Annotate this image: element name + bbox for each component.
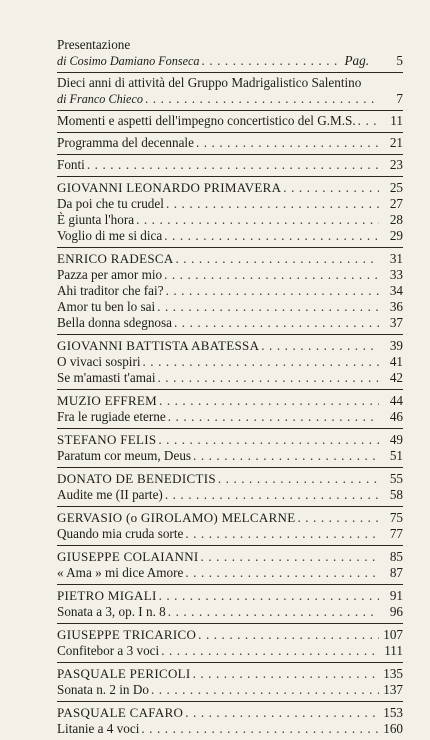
dot-leader	[165, 487, 379, 503]
intro-section	[57, 155, 403, 177]
composer-section	[57, 468, 403, 507]
dot-leader	[196, 135, 379, 151]
intro-line	[57, 113, 403, 129]
page-number: 27	[389, 196, 403, 211]
dot-leader	[168, 604, 379, 620]
page-number: 91	[389, 588, 403, 603]
page-number: 135	[383, 666, 403, 681]
intro-section	[57, 35, 403, 73]
dot-leader	[297, 510, 379, 526]
entry-title: Pazza per amor mio	[57, 267, 163, 282]
page-number: 55	[389, 471, 403, 486]
page-number: 29	[389, 228, 403, 243]
dot-leader	[141, 721, 379, 737]
intro-line	[57, 91, 403, 107]
composer-name: PIETRO MIGALI	[57, 588, 157, 603]
dot-leader	[168, 409, 379, 425]
work-line	[57, 487, 403, 503]
entry-title: Sonata a 3, op. I n. 8	[57, 604, 166, 619]
entry-title: Da poi che tu crudel	[57, 196, 164, 211]
dot-leader	[164, 228, 379, 244]
work-line	[57, 643, 403, 659]
entry-title: Paratum cor meum, Deus	[57, 448, 192, 463]
dot-leader	[176, 251, 379, 267]
entry-title: Se m'amasti t'amai	[57, 370, 156, 385]
dot-leader	[151, 682, 379, 698]
composer-line	[57, 432, 403, 448]
composer-name: DONATO DE BENEDICTIS	[57, 471, 216, 486]
dot-leader	[158, 432, 379, 448]
work-line	[57, 267, 403, 283]
composer-section	[57, 390, 403, 429]
page-number: 137	[383, 682, 403, 697]
dot-leader	[161, 643, 379, 659]
page-number: 42	[389, 370, 403, 385]
page-number: 25	[389, 180, 403, 195]
dot-leader	[201, 549, 379, 565]
page-number: 23	[389, 157, 403, 172]
work-line	[57, 315, 403, 331]
page-number: 77	[389, 526, 403, 541]
page-number: 160	[383, 721, 403, 736]
dot-leader	[185, 705, 379, 721]
page-number: 21	[389, 135, 403, 150]
composer-name: PASQUALE PERICOLI	[57, 666, 191, 681]
dot-leader	[159, 588, 379, 604]
composer-line	[57, 705, 403, 721]
entry-title: Voglio di me si dica	[57, 228, 163, 243]
dot-leader	[193, 448, 379, 464]
page-number: 31	[389, 251, 403, 266]
page-number: 28	[389, 212, 403, 227]
composer-name: GERVASIO (o GIROLAMO) MELCARNE	[57, 510, 296, 525]
composer-section	[57, 507, 403, 546]
intro-line	[57, 157, 403, 173]
page-number: 75	[389, 510, 403, 525]
page-number: 37	[389, 315, 403, 330]
composer-name: ENRICO RADESCA	[57, 251, 174, 266]
entry-title: Ahi traditor che fai?	[57, 283, 164, 298]
composer-name: PASQUALE CAFARO	[57, 705, 184, 720]
table-of-contents	[57, 35, 403, 740]
dot-leader	[159, 393, 379, 409]
composer-line	[57, 338, 403, 354]
page-number: 34	[389, 283, 403, 298]
intro-line	[57, 37, 403, 53]
entry-title: Quando mia cruda sorte	[57, 526, 184, 541]
composer-line	[57, 549, 403, 565]
dot-leader	[358, 113, 379, 129]
composer-section	[57, 663, 403, 702]
composer-line	[57, 627, 403, 643]
composer-section	[57, 177, 403, 248]
composer-name: STEFANO FELIS	[57, 432, 157, 447]
composer-name: GIOVANNI LEONARDO PRIMAVERA	[57, 180, 282, 195]
dot-leader	[174, 315, 379, 331]
work-line	[57, 299, 403, 315]
dot-leader	[87, 157, 379, 173]
intro-line	[57, 75, 403, 91]
dot-leader	[158, 370, 379, 386]
composer-section	[57, 585, 403, 624]
page-number: 11	[390, 113, 403, 128]
entry-title: Momenti e aspetti dell'impegno concertistico del G.M.S.	[57, 113, 356, 128]
entry-title: Presentazione	[57, 37, 131, 52]
intro-line	[57, 135, 403, 151]
entry-title: Audite me (II parte)	[57, 487, 163, 502]
entry-title: « Ama » mi dice Amore	[57, 565, 184, 580]
work-line	[57, 370, 403, 386]
dot-leader	[136, 212, 379, 228]
composer-name: GIOVANNI BATTISTA ABATESSA	[57, 338, 260, 353]
composer-name: GIUSEPPE COLAIANNI	[57, 549, 199, 564]
author-credit: di Cosimo Damiano Fonseca	[57, 54, 200, 68]
work-line	[57, 212, 403, 228]
dot-leader	[193, 666, 379, 682]
page-number: 107	[383, 627, 403, 642]
page-number: 7	[396, 91, 403, 106]
entry-title: Sonata n. 2 in Do	[57, 682, 149, 697]
page-number: 111	[384, 643, 403, 658]
page-number: 87	[389, 565, 403, 580]
work-line	[57, 354, 403, 370]
entry-title: Fonti	[57, 157, 85, 172]
work-line	[57, 283, 403, 299]
intro-section	[57, 73, 403, 111]
work-line	[57, 682, 403, 698]
composer-section	[57, 335, 403, 390]
entry-title: Confitebor a 3 voci	[57, 643, 160, 658]
entry-title: Fra le rugiade eterne	[57, 409, 166, 424]
entry-title: Amor tu ben lo sai	[57, 299, 156, 314]
composer-section	[57, 702, 403, 740]
composer-line	[57, 588, 403, 604]
work-line	[57, 196, 403, 212]
author-credit: di Franco Chieco	[57, 92, 143, 106]
page-number: 36	[389, 299, 403, 314]
dot-leader	[218, 471, 379, 487]
page-number: 58	[389, 487, 403, 502]
entry-title: O vivaci sospiri	[57, 354, 141, 369]
dot-leader	[145, 91, 379, 107]
intro-line	[57, 53, 403, 69]
page-number: 39	[389, 338, 403, 353]
work-line	[57, 526, 403, 542]
composer-name: MUZIO EFFREM	[57, 393, 158, 408]
dot-leader	[166, 283, 379, 299]
entry-title: Bella donna sdegnosa	[57, 315, 172, 330]
page-number: 33	[389, 267, 403, 282]
composer-section	[57, 429, 403, 468]
work-line	[57, 604, 403, 620]
page-number: 46	[389, 409, 403, 424]
page-number: 51	[389, 448, 403, 463]
intro-section	[57, 111, 403, 133]
page-number: 96	[389, 604, 403, 619]
page-number: 5	[396, 53, 403, 68]
composer-line	[57, 471, 403, 487]
dot-leader	[185, 565, 379, 581]
entry-title: Dieci anni di attività del Gruppo Madrigalistico Salentino	[57, 75, 362, 90]
work-line	[57, 448, 403, 464]
dot-leader	[185, 526, 379, 542]
composer-section	[57, 248, 403, 335]
dot-leader	[261, 338, 379, 354]
intro-section	[57, 133, 403, 155]
composer-line	[57, 393, 403, 409]
dot-leader	[164, 267, 379, 283]
dot-leader	[283, 180, 379, 196]
composer-section	[57, 546, 403, 585]
dot-leader	[202, 53, 343, 69]
page-number: 153	[383, 705, 403, 720]
entry-title: È giunta l'hora	[57, 212, 135, 227]
dot-leader	[143, 354, 379, 370]
composer-line	[57, 180, 403, 196]
work-line	[57, 409, 403, 425]
dot-leader	[198, 627, 379, 643]
page-number: 41	[389, 354, 403, 369]
composer-line	[57, 251, 403, 267]
page-number: 85	[389, 549, 403, 564]
work-line	[57, 565, 403, 581]
entry-title: Programma del decennale	[57, 135, 194, 150]
pag-label: Pag.	[344, 53, 369, 68]
page-number: 44	[389, 393, 403, 408]
work-line	[57, 721, 403, 737]
entry-title: Litanie a 4 voci	[57, 721, 140, 736]
composer-line	[57, 510, 403, 526]
composer-line	[57, 666, 403, 682]
dot-leader	[157, 299, 379, 315]
page-number: 49	[389, 432, 403, 447]
dot-leader	[166, 196, 379, 212]
composer-name: GIUSEPPE TRICARICO	[57, 627, 197, 642]
composer-section	[57, 624, 403, 663]
work-line	[57, 228, 403, 244]
